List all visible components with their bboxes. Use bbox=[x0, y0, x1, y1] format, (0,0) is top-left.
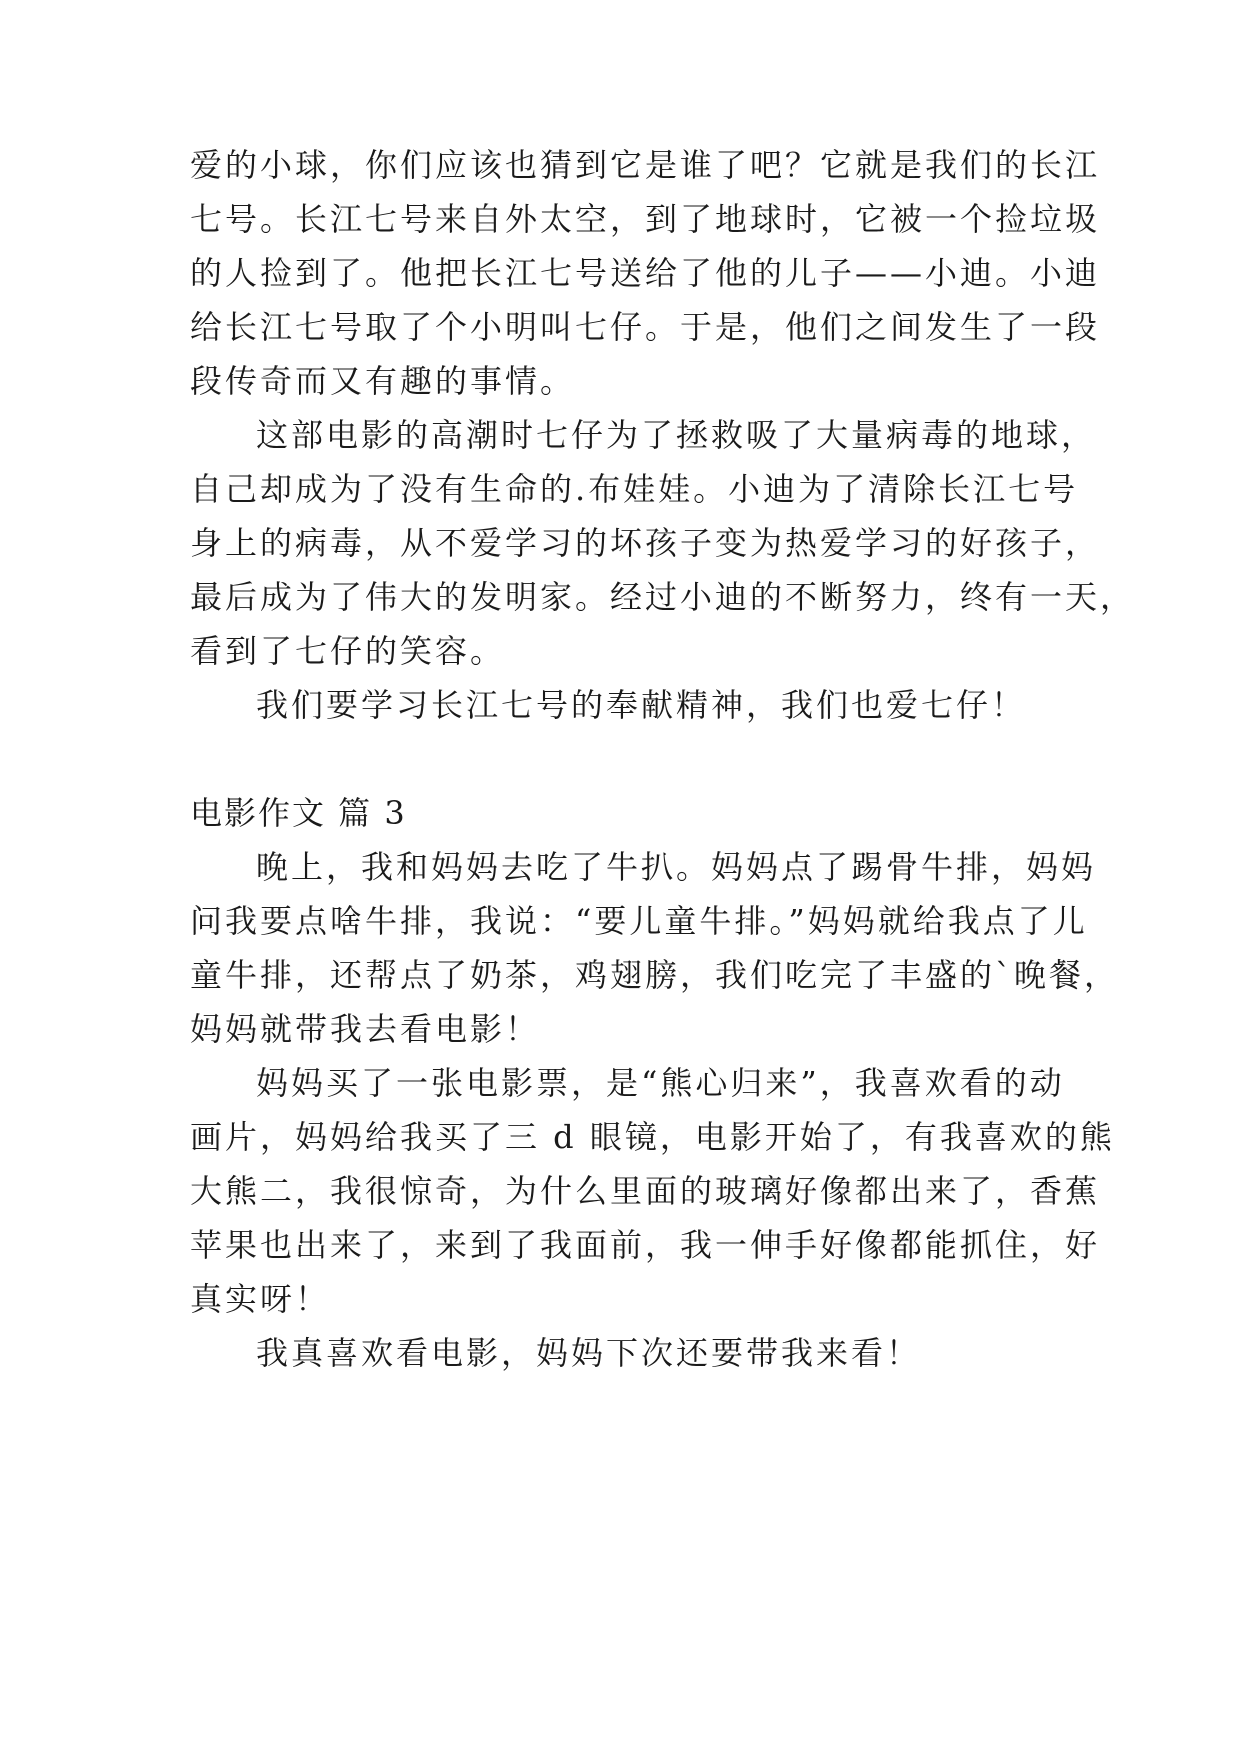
text-line: 身上的病毒，从不爱学习的坏孩子变为热爱学习的好孩子， bbox=[190, 524, 1101, 562]
text-line: 妈妈就带我去看电影！ bbox=[190, 1010, 541, 1048]
document-page bbox=[190, 138, 1136, 1380]
text-line: 真实呀！ bbox=[190, 1280, 331, 1318]
text-line: 我真喜欢看电影，妈妈下次还要带我来看！ bbox=[256, 1334, 922, 1372]
text-line: 七号。长江七号来自外太空，到了地球时，它被一个捡垃圾 bbox=[190, 200, 1101, 238]
text-line: 爱的小球，你们应该也猜到它是谁了吧？它就是我们的长江 bbox=[190, 146, 1101, 184]
text-line: 问我要点啥牛排，我说：“要儿童牛排。”妈妈就给我点了儿 bbox=[190, 902, 1088, 940]
section-spacer bbox=[190, 732, 1070, 786]
text-line: 最后成为了伟大的发明家。经过小迪的不断努力，终有一天， bbox=[190, 578, 1136, 616]
text-line: 这部电影的高潮时七仔为了拯救吸了大量病毒的地球， bbox=[256, 416, 1097, 454]
text-line: 苹果也出来了，来到了我面前，我一伸手好像都能抓住，好 bbox=[190, 1226, 1101, 1264]
text-line: 童牛排，还帮点了奶茶，鸡翅膀，我们吃完了丰盛的`晚餐， bbox=[190, 956, 1120, 994]
paragraph-conclusion bbox=[190, 678, 1070, 732]
text-line: 画片，妈妈给我买了三 d 眼镜，电影开始了，有我喜欢的熊 bbox=[190, 1118, 1115, 1156]
text-line: 我们要学习长江七号的奉献精神，我们也爱七仔！ bbox=[256, 686, 1027, 724]
paragraph-dinner bbox=[190, 840, 1120, 1056]
section-heading: 电影作文 篇 3 bbox=[190, 794, 407, 832]
text-line: 自己却成为了没有生命的.布娃娃。小迪为了清除长江七号 bbox=[190, 470, 1079, 508]
paragraph-ending bbox=[190, 1326, 1070, 1380]
text-line: 给长江七号取了个小明叫七仔。于是，他们之间发生了一段 bbox=[190, 308, 1101, 346]
text-line: 看到了七仔的笑容。 bbox=[190, 632, 506, 670]
paragraph-movie bbox=[190, 1056, 1115, 1326]
text-line: 晚上，我和妈妈去吃了牛扒。妈妈点了踢骨牛排，妈妈 bbox=[256, 848, 1097, 886]
text-line: 的人捡到了。他把长江七号送给了他的儿子——小迪。小迪 bbox=[190, 254, 1101, 292]
text-line: 段传奇而又有趣的事情。 bbox=[190, 362, 576, 400]
text-line: 大熊二，我很惊奇，为什么里面的玻璃好像都出来了，香蕉 bbox=[190, 1172, 1101, 1210]
text-line: 妈妈买了一张电影票，是“熊心归来”，我喜欢看的动 bbox=[256, 1064, 1065, 1102]
paragraph-continuation bbox=[190, 138, 1101, 408]
paragraph-climax bbox=[190, 408, 1136, 678]
